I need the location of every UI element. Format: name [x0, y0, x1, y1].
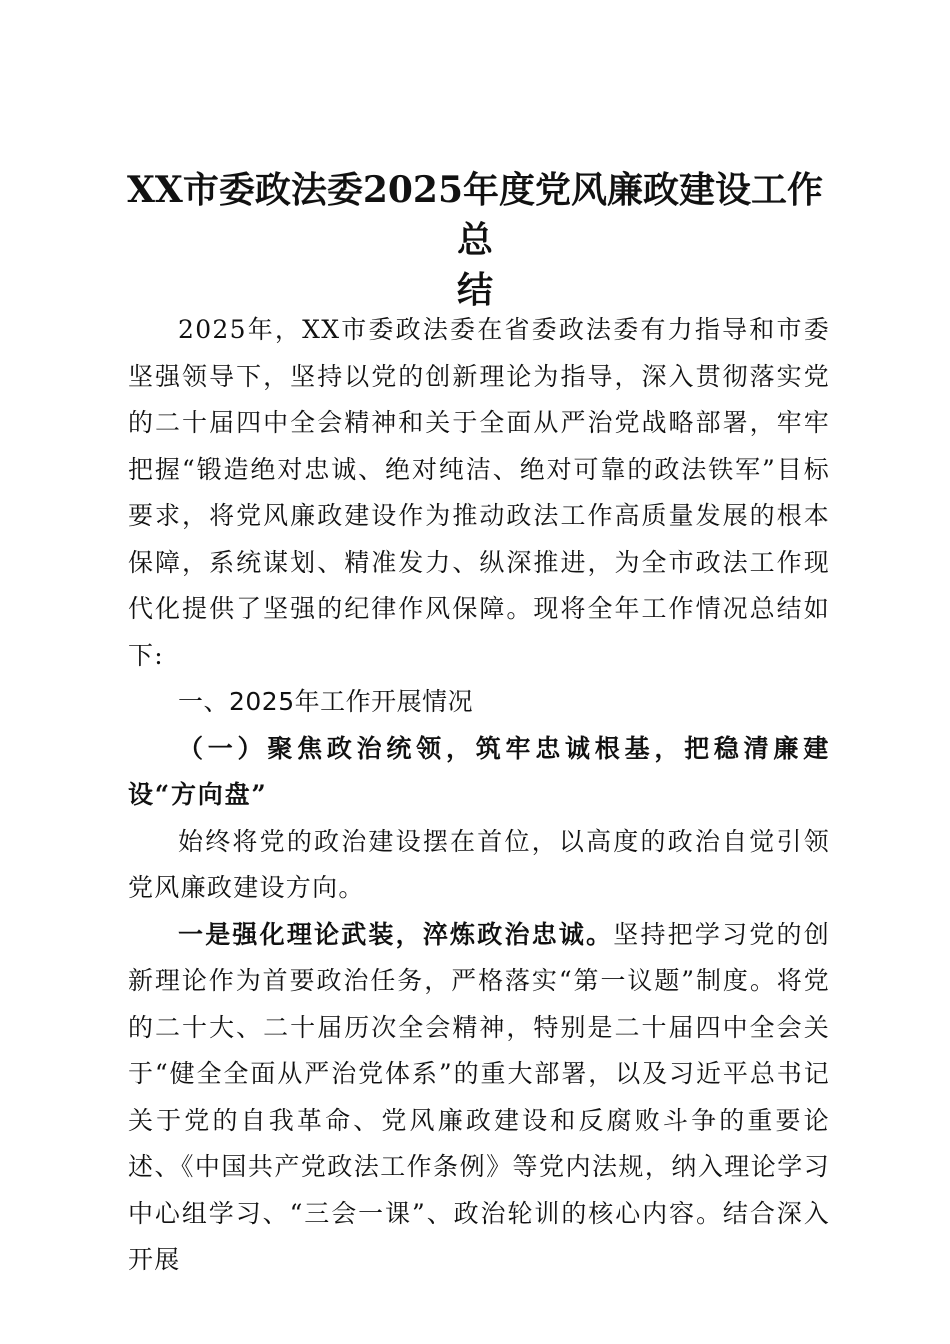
- document-body: [128, 307, 830, 1284]
- point-1-paragraph: [128, 912, 830, 1284]
- point-1-lead: 一是强化理论武装，淬炼政治忠诚。: [178, 919, 614, 949]
- title-line-1: XX市委政法委2025年度党风廉政建设工作总: [126, 169, 824, 261]
- title-line-2: 结: [456, 269, 493, 311]
- subsection-intro-paragraph: 始终将党的政治建设摆在首位，以高度的政治自觉引领党风廉政建设方向。: [128, 826, 830, 902]
- subsection-heading-1: （一）聚焦政治统领，筑牢忠诚根基，把稳清廉建设“方向盘”: [128, 733, 830, 809]
- point-1-text: 坚持把学习党的创新理论作为首要政治任务，严格落实“第一议题”制度。将党的二十大、二十届历次全会精神，特别是二十届四中全会关于“健全全面从严治党体系”的重大部署，以及习近平总书记关于党的自我革命、党风廉政建设和反腐败斗争的重要论述、《中国共产党政法工作条例》等党内法规，纳入理论学习中心组学习、“三会一课”、政治轮训的核心内容。结合深入开展: [128, 919, 830, 1274]
- document-title: [120, 165, 830, 315]
- section-heading-1: 一、2025年工作开展情况: [178, 687, 474, 716]
- intro-paragraph: 2025年，XX市委政法委在省委政法委有力指导和市委坚强领导下，坚持以党的创新理论为指导，深入贯彻落实党的二十届四中全会精神和关于全面从严治党战略部署，牢牢把握“锻造绝对忠诚、绝对纯洁、绝对可靠的政法铁军”目标要求，将党风廉政建设作为推动政法工作高质量发展的根本保障，系统谋划、精准发力、纵深推进，为全市政法工作现代化提供了坚强的纪律作风保障。现将全年工作情况总结如下:: [128, 315, 830, 670]
